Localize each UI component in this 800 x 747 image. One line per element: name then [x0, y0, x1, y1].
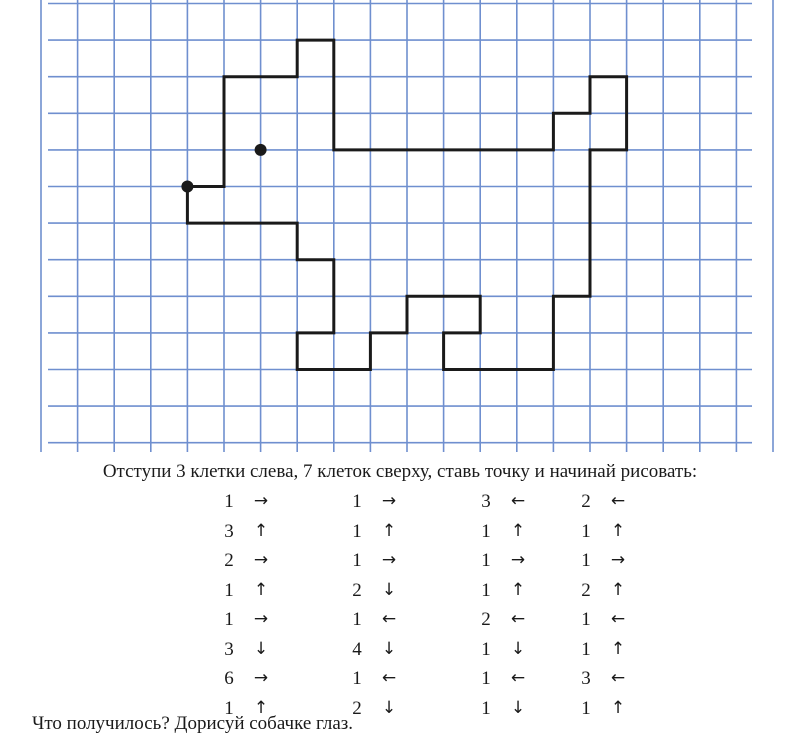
arrow-down-icon: ↓ [381, 638, 397, 659]
step-count: 1 [352, 668, 362, 689]
step [221, 517, 291, 547]
arrow-right-icon: → [381, 550, 397, 570]
step [578, 546, 648, 576]
arrow-down-icon: ↓ [253, 638, 269, 659]
arrow-left-icon: ← [381, 609, 397, 629]
step [221, 635, 291, 665]
arrow-left-icon: ← [510, 668, 526, 688]
step [478, 664, 548, 694]
step-count: 2 [352, 697, 362, 719]
step [349, 576, 419, 606]
step [578, 635, 648, 665]
arrow-right-icon: → [510, 550, 526, 570]
step-count: 3 [581, 668, 591, 689]
step-count: 1 [481, 550, 491, 571]
step-count: 1 [581, 520, 591, 542]
arrow-left-icon: ← [610, 491, 626, 511]
step [221, 576, 291, 606]
step [349, 605, 419, 635]
steps-column-3 [478, 487, 548, 723]
arrow-left-icon: ← [610, 668, 626, 688]
step-count: 1 [481, 697, 491, 719]
step-count: 1 [481, 668, 491, 689]
arrow-down-icon: ↓ [381, 579, 397, 600]
arrow-down-icon: ↓ [381, 697, 397, 718]
steps-column-1 [221, 487, 291, 723]
step-count: 1 [224, 697, 234, 719]
step [221, 546, 291, 576]
arrow-left-icon: ← [510, 609, 526, 629]
arrow-up-icon: ↑ [610, 520, 626, 541]
arrow-down-icon: ↓ [510, 697, 526, 718]
step-count: 3 [481, 491, 491, 512]
arrow-left-icon: ← [610, 609, 626, 629]
step [478, 576, 548, 606]
arrow-up-icon: ↑ [253, 579, 269, 600]
step [478, 517, 548, 547]
steps-column-2 [349, 487, 419, 723]
step-count: 1 [481, 520, 491, 542]
arrow-up-icon: ↑ [510, 520, 526, 541]
step [349, 694, 419, 724]
step [349, 487, 419, 517]
step [478, 694, 548, 724]
arrow-right-icon: → [381, 491, 397, 511]
step-count: 1 [481, 638, 491, 660]
start-dot [181, 181, 193, 193]
step-count: 3 [224, 520, 234, 542]
step [221, 605, 291, 635]
step-count: 1 [581, 638, 591, 660]
step [578, 605, 648, 635]
step [578, 664, 648, 694]
step [578, 576, 648, 606]
step-count: 2 [224, 550, 234, 571]
step [349, 664, 419, 694]
step [478, 487, 548, 517]
step [478, 546, 548, 576]
arrow-right-icon: → [253, 491, 269, 511]
step-count: 1 [581, 550, 591, 571]
step-count: 6 [224, 668, 234, 689]
step-count: 1 [352, 520, 362, 542]
step [349, 635, 419, 665]
step-count: 4 [352, 638, 362, 660]
arrow-up-icon: ↑ [610, 579, 626, 600]
step [578, 487, 648, 517]
arrow-up-icon: ↑ [610, 697, 626, 718]
instruction-text: Отступи 3 клетки слева, 7 клеток сверху, ставь точку и начинай рисовать: [102, 461, 698, 482]
arrow-up-icon: ↑ [381, 520, 397, 541]
question-text: Что получилось? Дорисуй собачке глаз. [32, 713, 354, 734]
step-count: 1 [352, 491, 362, 512]
step-count: 2 [581, 491, 591, 512]
step [578, 694, 648, 724]
step-count: 2 [481, 609, 491, 630]
step-count: 1 [352, 550, 362, 571]
step-count: 1 [224, 579, 234, 601]
step [221, 487, 291, 517]
dog-eye [255, 144, 267, 156]
step [578, 517, 648, 547]
arrow-right-icon: → [610, 550, 626, 570]
arrow-right-icon: → [253, 550, 269, 570]
step-count: 1 [352, 609, 362, 630]
grid-lines [41, 0, 800, 452]
arrow-up-icon: ↑ [253, 697, 269, 718]
step-count: 3 [224, 638, 234, 660]
step [478, 635, 548, 665]
arrow-down-icon: ↓ [510, 638, 526, 659]
step-count: 1 [581, 609, 591, 630]
step [478, 605, 548, 635]
step [221, 664, 291, 694]
step-count: 1 [481, 579, 491, 601]
arrow-left-icon: ← [381, 668, 397, 688]
step-count: 1 [224, 491, 234, 512]
arrow-right-icon: → [253, 609, 269, 629]
arrow-right-icon: → [253, 668, 269, 688]
step-count: 1 [224, 609, 234, 630]
steps-column-4 [578, 487, 648, 723]
arrow-up-icon: ↑ [510, 579, 526, 600]
arrow-up-icon: ↑ [610, 638, 626, 659]
step-count: 2 [352, 579, 362, 601]
step-count: 1 [581, 697, 591, 719]
step [349, 546, 419, 576]
arrow-left-icon: ← [510, 491, 526, 511]
arrow-up-icon: ↑ [253, 520, 269, 541]
step [349, 517, 419, 547]
step-count: 2 [581, 579, 591, 601]
